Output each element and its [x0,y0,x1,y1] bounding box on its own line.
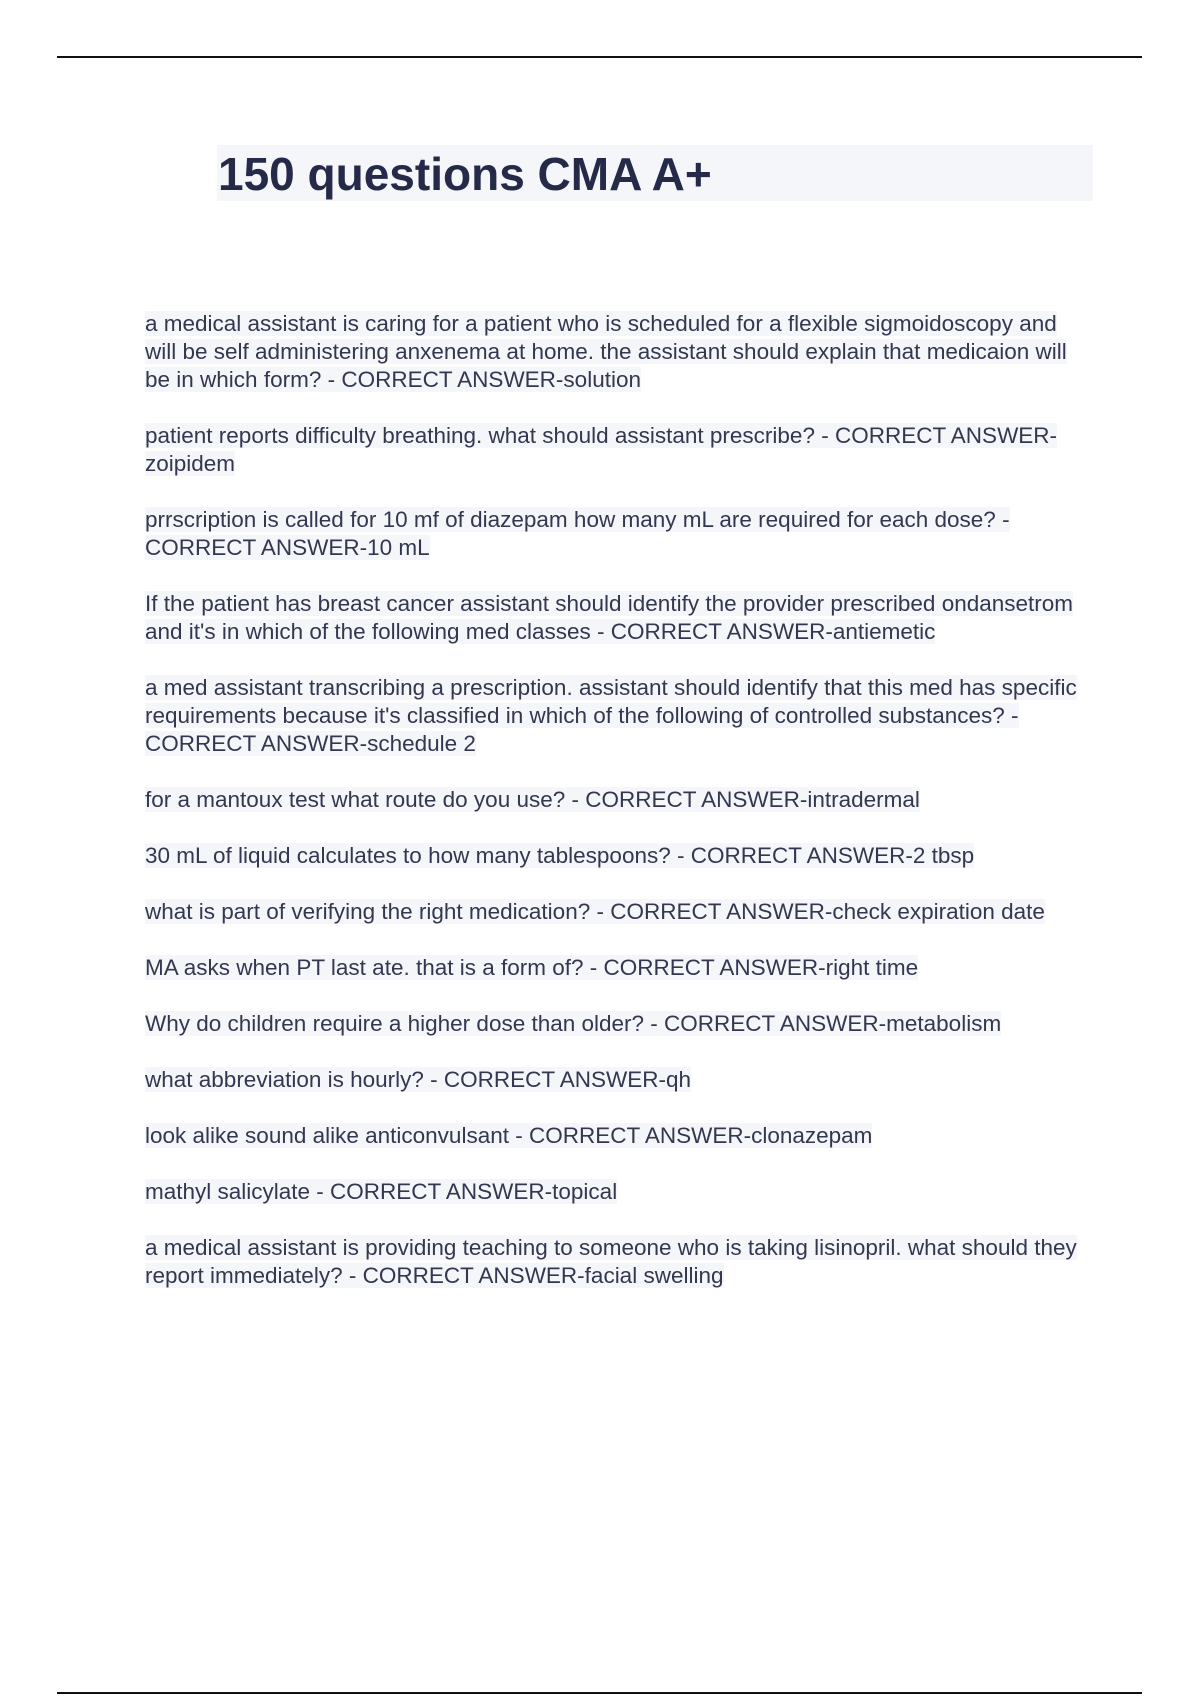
top-rule [57,56,1142,58]
qa-item-text: a medical assistant is providing teaching to someone who is taking lisinopril. what should they report immediately? - CORRECT ANSWER-facial swelling [145,1235,1077,1288]
qa-item-text: If the patient has breast cancer assistant should identify the provider prescribed ondansetrom and it's in which of the following med classes - CORRECT ANSWER-antiemetic [145,591,1074,644]
qa-item [145,422,1090,478]
bottom-rule [57,1692,1142,1694]
qa-item [145,1234,1090,1290]
qa-item [145,898,1090,926]
qa-item-text: what abbreviation is hourly? - CORRECT ANSWER-qh [145,1067,692,1092]
qa-item-text: 30 mL of liquid calculates to how many tablespoons? - CORRECT ANSWER-2 tbsp [145,843,975,868]
qa-item-text: Why do children require a higher dose than older? - CORRECT ANSWER-metabolism [145,1011,1002,1036]
qa-item-text: patient reports difficulty breathing. what should assistant prescribe? - CORRECT ANSWER-zoipidem [145,423,1058,476]
qa-list [145,310,1090,1318]
qa-item [145,674,1090,758]
document-title: 150 questions CMA A+ [218,148,712,200]
qa-item [145,1122,1090,1150]
qa-item-text: a medical assistant is caring for a patient who is scheduled for a flexible sigmoidoscopy and will be self administering anxenema at home. the assistant should explain that medicaion will be in which form? - CORRECT ANSWER-solution [145,311,1067,392]
qa-item [145,590,1090,646]
qa-item-text: for a mantoux test what route do you use? - CORRECT ANSWER-intradermal [145,787,920,812]
qa-item [145,786,1090,814]
qa-item [145,1178,1090,1206]
qa-item-text: what is part of verifying the right medication? - CORRECT ANSWER-check expiration date [145,899,1045,924]
qa-item [145,310,1090,394]
qa-item-text: prrscription is called for 10 mf of diazepam how many mL are required for each dose? - CORRECT ANSWER-10 mL [145,507,1010,560]
qa-item [145,1010,1090,1038]
qa-item-text: look alike sound alike anticonvulsant - CORRECT ANSWER-clonazepam [145,1123,873,1148]
qa-item-text: MA asks when PT last ate. that is a form of? - CORRECT ANSWER-right time [145,955,919,980]
qa-item-text: mathyl salicylate - CORRECT ANSWER-topical [145,1179,618,1204]
qa-item [145,1066,1090,1094]
qa-item [145,954,1090,982]
qa-item [145,842,1090,870]
qa-item [145,506,1090,562]
qa-item-text: a med assistant transcribing a prescription. assistant should identify that this med has specific requirements because it's classified in which of the following of controlled substances? - CORRECT ANSWER-schedule 2 [145,675,1077,756]
